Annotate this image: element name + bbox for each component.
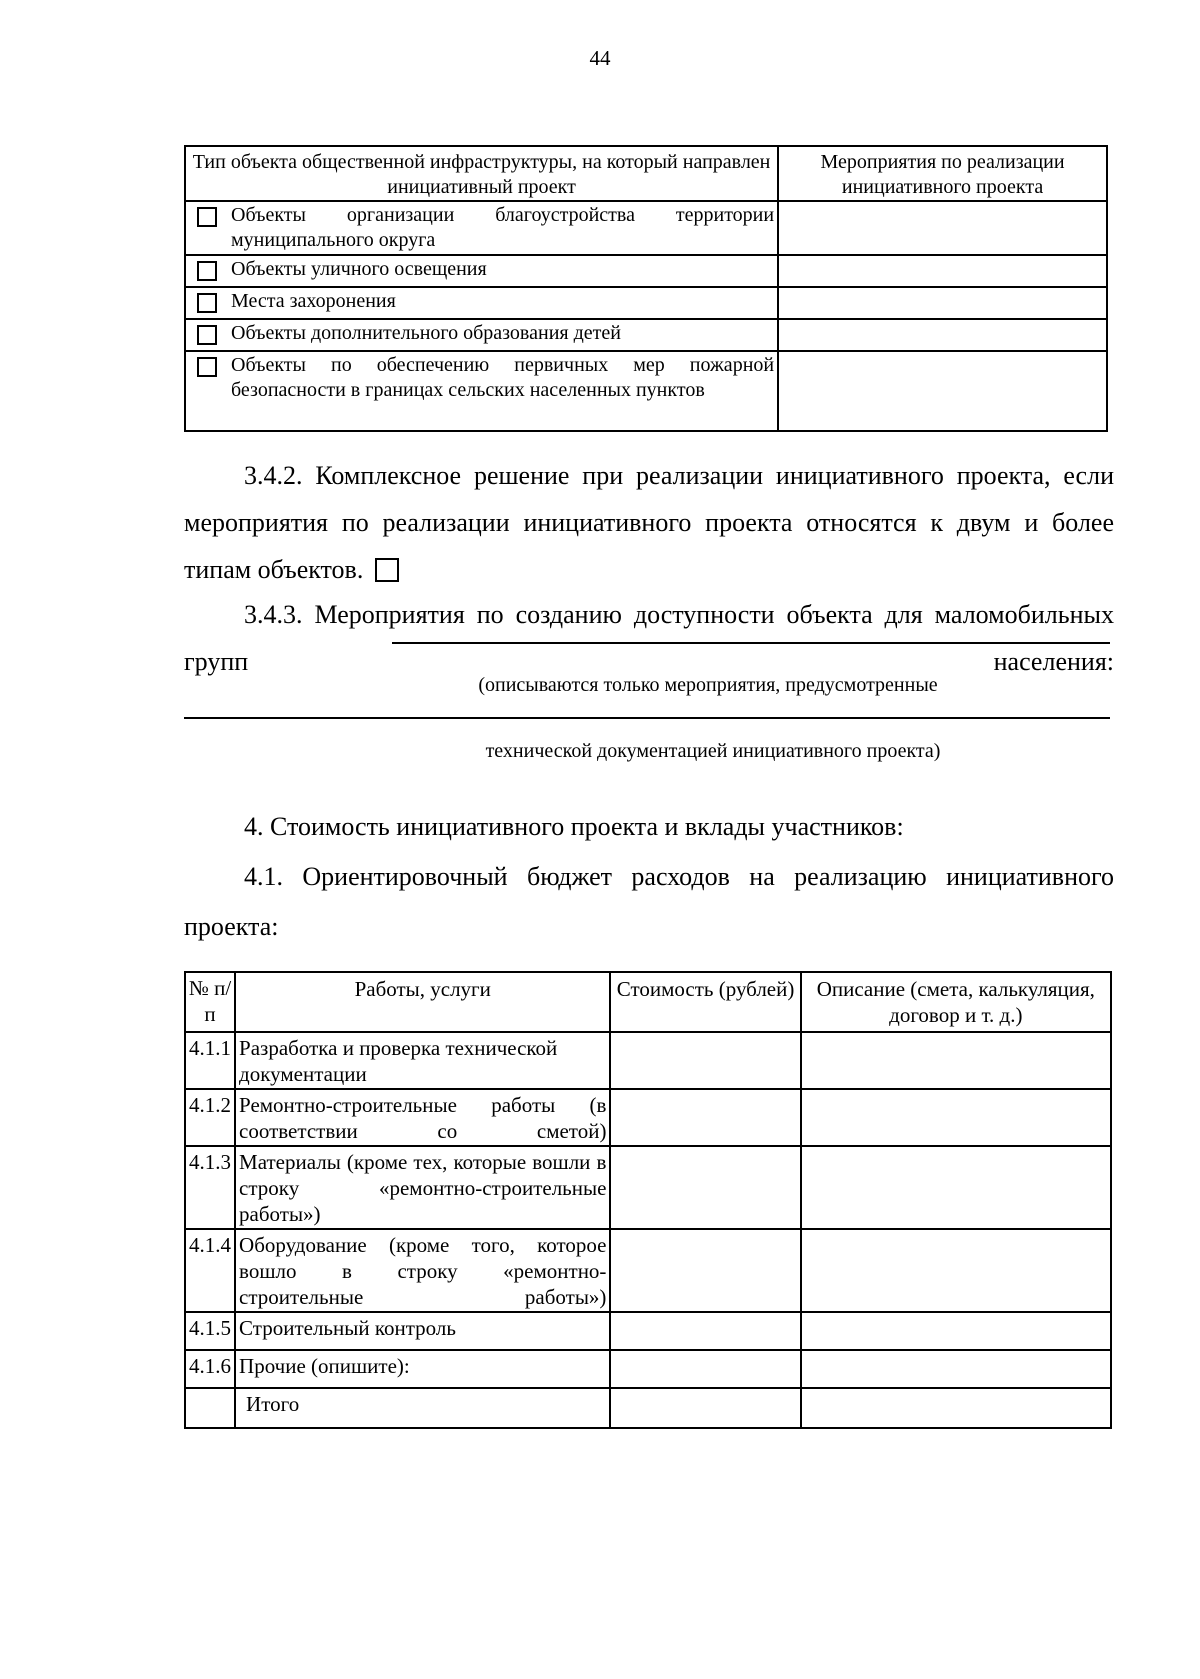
work-name: Оборудование (кроме того, которое вошло в строку «ремонтно-строительные работы») <box>235 1229 610 1312</box>
description-cell[interactable] <box>801 1089 1111 1146</box>
cost-cell[interactable] <box>610 1146 800 1229</box>
table-row <box>185 255 1107 287</box>
infrastructure-type-table <box>184 145 1108 432</box>
work-name: Разработка и проверка технической документации <box>235 1032 610 1089</box>
activities-cell[interactable] <box>778 201 1107 255</box>
checkbox[interactable] <box>197 207 217 227</box>
section-3-4-3-text: 3.4.3. Мероприятия по созданию доступности объекта для маломобильных групп населения: <box>184 600 1114 676</box>
row-number <box>185 1388 235 1428</box>
work-name: Материалы (кроме тех, которые вошли в строку «ремонтно-строительные работы») <box>235 1146 610 1229</box>
checkbox[interactable] <box>197 293 217 313</box>
activities-cell[interactable] <box>778 351 1107 431</box>
table-row <box>185 1032 1111 1089</box>
table-row <box>185 201 1107 255</box>
object-type-cell <box>185 319 778 351</box>
page-number: 44 <box>589 46 611 70</box>
row-number: 4.1.6 <box>185 1350 235 1388</box>
object-type-cell <box>185 255 778 287</box>
table-row <box>185 351 1107 431</box>
description-cell[interactable] <box>801 1229 1111 1312</box>
work-name: Ремонтно-строительные работы (в соответствии со сметой) <box>235 1089 610 1146</box>
column-header-cost: Стоимость (рублей) <box>610 972 800 1032</box>
activities-cell[interactable] <box>778 319 1107 351</box>
work-name: Прочие (опишите): <box>235 1350 610 1388</box>
object-type-label: Объекты по обеспечению первичных мер пожарной безопасности в границах сельских населенных пунктов <box>231 354 775 401</box>
section-4-heading: 4. Стоимость инициативного проекта и вклады участников: <box>244 812 904 841</box>
row-number: 4.1.1 <box>185 1032 235 1089</box>
input-line[interactable] <box>392 642 1110 644</box>
object-type-cell <box>185 201 778 255</box>
table-row <box>185 319 1107 351</box>
description-cell[interactable] <box>801 1312 1111 1350</box>
column-header-number: № п/п <box>185 972 235 1032</box>
column-header-object-type: Тип объекта общественной инфраструктуры, на который направлен инициативный проект <box>185 146 778 201</box>
row-number: 4.1.4 <box>185 1229 235 1312</box>
total-label: Итого <box>235 1388 610 1428</box>
cost-cell[interactable] <box>610 1350 800 1388</box>
cost-cell[interactable] <box>610 1089 800 1146</box>
checkbox[interactable] <box>375 558 399 582</box>
row-number: 4.1.5 <box>185 1312 235 1350</box>
note-line-2: технической документацией инициативного проекта) <box>485 740 941 762</box>
object-type-label: Объекты уличного освещения <box>231 258 487 280</box>
activities-cell[interactable] <box>778 255 1107 287</box>
section-4-1-text: 4.1. Ориентировочный бюджет расходов на реализацию инициативного проекта: <box>184 862 1114 941</box>
object-type-label: Объекты дополнительного образования детей <box>231 322 621 344</box>
table-row <box>185 1229 1111 1312</box>
row-number: 4.1.2 <box>185 1089 235 1146</box>
table-header-row <box>185 146 1107 201</box>
checkbox[interactable] <box>197 357 217 377</box>
column-header-works: Работы, услуги <box>235 972 610 1032</box>
work-name: Строительный контроль <box>235 1312 610 1350</box>
cost-cell[interactable] <box>610 1032 800 1089</box>
table-row <box>185 287 1107 319</box>
object-type-label: Объекты организации благоустройства территории муниципального округа <box>231 204 775 251</box>
checkbox[interactable] <box>197 325 217 345</box>
object-type-cell <box>185 287 778 319</box>
description-cell[interactable] <box>801 1350 1111 1388</box>
description-cell[interactable] <box>801 1146 1111 1229</box>
checkbox[interactable] <box>197 261 217 281</box>
total-cost-cell[interactable] <box>610 1388 800 1428</box>
row-number: 4.1.3 <box>185 1146 235 1229</box>
section-3-4-2-text: 3.4.2. Комплексное решение при реализации инициативного проекта, если мероприятия по реализации инициативного проекта относятся к двум и более типам объектов. <box>184 461 1114 584</box>
column-header-description: Описание (смета, калькуляция, договор и т. д.) <box>801 972 1111 1032</box>
table-row <box>185 1089 1111 1146</box>
object-type-label: Места захоронения <box>231 290 396 312</box>
table-header-row <box>185 972 1111 1032</box>
column-header-activities: Мероприятия по реализации инициативного проекта <box>778 146 1107 201</box>
section-3-4-2 <box>184 452 1114 593</box>
table-row <box>185 1350 1111 1388</box>
cost-cell[interactable] <box>610 1312 800 1350</box>
total-description-cell[interactable] <box>801 1388 1111 1428</box>
description-cell[interactable] <box>801 1032 1111 1089</box>
object-type-cell <box>185 351 778 431</box>
activities-cell[interactable] <box>778 287 1107 319</box>
table-row <box>185 1312 1111 1350</box>
table-row <box>185 1146 1111 1229</box>
total-row <box>185 1388 1111 1428</box>
budget-table <box>184 971 1112 1429</box>
note-line-1: (описываются только мероприятия, предусмотренные <box>478 674 938 696</box>
input-line[interactable] <box>184 717 1110 719</box>
cost-cell[interactable] <box>610 1229 800 1312</box>
